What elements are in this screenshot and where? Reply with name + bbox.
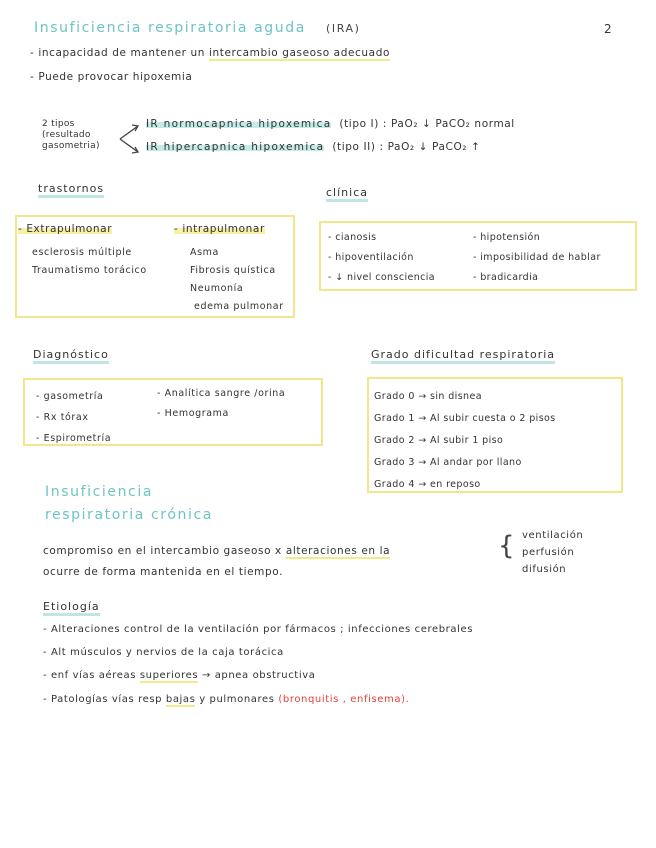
etiologia-item-3 xyxy=(43,670,315,681)
etiologia-item-1: - Alteraciones control de la ventilación por fármacos ; infecciones cerebrales xyxy=(43,624,474,635)
ira-bullet-1-text: - incapacidad de mantener un xyxy=(30,47,209,59)
list-item xyxy=(194,298,284,316)
grado-list xyxy=(374,386,556,496)
etiologia-item-3-rest: → apnea obstructiva xyxy=(198,670,316,681)
list-item: - gasometría xyxy=(36,391,104,402)
list-item: ventilación xyxy=(522,530,584,541)
tipos-arrow-icon xyxy=(118,122,142,156)
extrapulmonar-title xyxy=(18,223,112,235)
list-item: perfusión xyxy=(522,547,575,558)
etiologia-heading: Etiología xyxy=(43,600,100,616)
clinica-col-1 xyxy=(328,228,435,288)
list-item: - hipoventilación xyxy=(328,252,414,263)
page-number: 2 xyxy=(604,22,613,36)
etiologia-item-4 xyxy=(43,694,409,705)
tipo-1-detail: (tipo I) : PaO₂ ↓ PaCO₂ normal xyxy=(339,118,515,130)
tipos-label-line-1: 2 tipos xyxy=(42,119,75,129)
irc-definition-line-1 xyxy=(43,545,390,557)
clinica-col-2 xyxy=(473,228,601,288)
list-item: esclerosis múltiple xyxy=(32,247,132,258)
list-item: - Hemograma xyxy=(157,408,229,419)
irc-title-line-2: respiratoria crónica xyxy=(45,507,213,523)
ira-abbr: (IRA) xyxy=(325,22,361,35)
tipo-2-detail: (tipo II) : PaO₂ ↓ PaCO₂ ↑ xyxy=(332,141,481,153)
ira-title xyxy=(34,20,361,36)
etiologia-item-4-underlined: bajas xyxy=(165,694,196,705)
tipo-2-line xyxy=(146,141,480,153)
list-item: - Rx tórax xyxy=(36,412,89,423)
list-item: - ↓ nivel consciencia xyxy=(328,272,436,283)
extrapulmonar-title-text: - Extrapulmonar xyxy=(18,223,113,235)
clinica-heading: clínica xyxy=(326,186,368,202)
list-item: - hipotensión xyxy=(473,232,541,243)
list-item: Asma xyxy=(190,247,219,258)
list-item: difusión xyxy=(522,564,567,575)
list-item: - Analítica sangre /orina xyxy=(157,388,286,399)
list-item: Grado 1 → Al subir cuesta o 2 pisos xyxy=(374,413,556,424)
list-item-text: edema pulmonar xyxy=(194,301,284,312)
tipo-1-name: IR normocapnica hipoxemica xyxy=(146,118,332,130)
list-item: Grado 3 → Al andar por llano xyxy=(374,457,522,468)
intrapulmonar-list xyxy=(190,244,284,316)
list-item: - bradicardia xyxy=(473,272,539,283)
ira-bullet-1 xyxy=(30,47,390,59)
etiologia-item-4-red: (bronquitis , enfisema). xyxy=(278,694,410,705)
etiologia-item-3-text: - enf vías aéreas xyxy=(43,670,140,681)
irc-definition-text: compromiso en el intercambio gaseoso x xyxy=(43,545,286,557)
list-item: Fibrosis quística xyxy=(190,265,276,276)
irc-definition-line-2: ocurre de forma mantenida en el tiempo. xyxy=(43,566,284,578)
ira-title-text: Insuficiencia respiratoria aguda xyxy=(34,20,306,36)
etiologia-item-2: - Alt músculos y nervios de la caja torácica xyxy=(43,647,284,658)
list-item: Grado 4 → en reposo xyxy=(374,479,481,490)
etiologia-item-4-text: - Patologías vías resp xyxy=(43,694,166,705)
left-brace-icon: { xyxy=(498,531,516,561)
tipo-1-line xyxy=(146,118,515,130)
grado-heading: Grado dificultad respiratoria xyxy=(371,348,555,364)
ira-bullet-2: - Puede provocar hipoxemia xyxy=(30,71,193,83)
tipo-2-name: IR hipercapnica hipoxemica xyxy=(146,141,325,153)
list-item: Grado 2 → Al subir 1 piso xyxy=(374,435,504,446)
diagnostico-col-2 xyxy=(157,384,285,424)
intrapulmonar-title-text: - intrapulmonar xyxy=(174,223,265,235)
list-item: Neumonía xyxy=(190,283,244,294)
tipos-label xyxy=(42,119,100,152)
tipos-label-line-3: gasometria) xyxy=(42,141,100,151)
tipos-label-line-2: (resultado xyxy=(42,130,91,140)
list-item: - cianosis xyxy=(328,232,377,243)
intrapulmonar-title xyxy=(174,223,265,235)
diagnostico-heading: Diagnóstico xyxy=(33,348,109,364)
irc-definition-underlined: alteraciones en la xyxy=(285,545,391,557)
list-item: - imposibilidad de hablar xyxy=(473,252,601,263)
extrapulmonar-list xyxy=(32,244,147,280)
list-item: - Espirometría xyxy=(36,433,112,444)
irc-title-line-1: Insuficiencia xyxy=(45,484,154,500)
list-item: Grado 0 → sin disnea xyxy=(374,391,482,402)
irc-brace-list xyxy=(522,527,583,578)
list-item: Traumatismo torácico xyxy=(32,265,147,276)
ira-bullet-1-underlined: intercambio gaseoso adecuado xyxy=(208,47,390,59)
etiologia-item-4-rest: y pulmonares xyxy=(195,694,279,705)
etiologia-item-3-underlined: superiores xyxy=(139,670,199,681)
trastornos-heading: trastornos xyxy=(38,182,104,198)
diagnostico-col-1 xyxy=(36,386,111,449)
